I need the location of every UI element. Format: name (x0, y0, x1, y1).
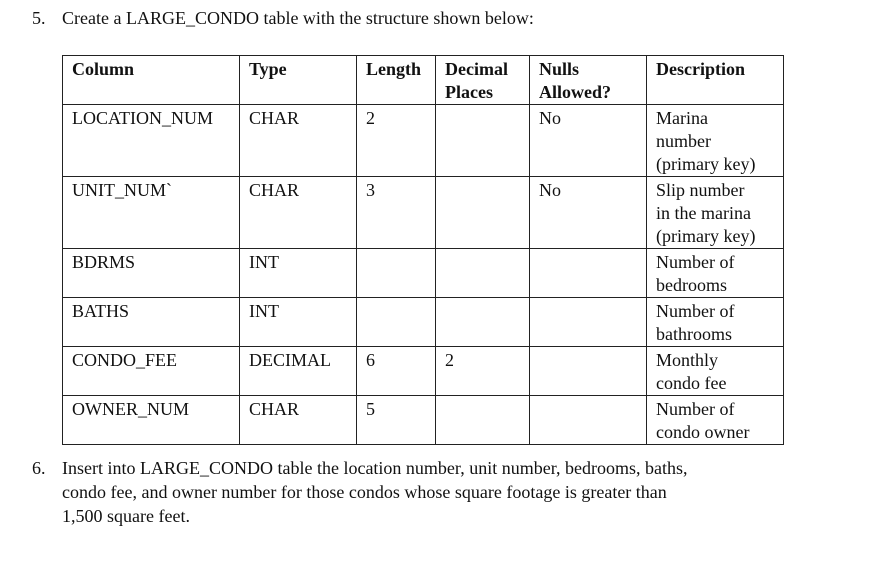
question-6-number: 6. (32, 458, 46, 478)
header-description: Description (647, 56, 784, 105)
header-column: Column (63, 56, 240, 105)
cell-description: Number of bedrooms (647, 249, 784, 298)
cell-column: UNIT_NUM` (63, 177, 240, 249)
cell-length (357, 298, 436, 347)
cell-description: Slip number in the marina (primary key) (647, 177, 784, 249)
table-row (63, 298, 784, 347)
cell-nulls: No (530, 177, 647, 249)
cell-decimal (436, 105, 530, 177)
cell-decimal (436, 298, 530, 347)
header-decimal-places: Decimal Places (436, 56, 530, 105)
table-row (63, 249, 784, 298)
header-nulls-allowed: Nulls Allowed? (530, 56, 647, 105)
question-5 (32, 6, 534, 30)
cell-length: 3 (357, 177, 436, 249)
cell-description: Number of condo owner (647, 396, 784, 445)
cell-type: CHAR (240, 105, 357, 177)
cell-decimal (436, 177, 530, 249)
cell-nulls (530, 298, 647, 347)
cell-column: BATHS (63, 298, 240, 347)
cell-type: CHAR (240, 396, 357, 445)
cell-type: CHAR (240, 177, 357, 249)
question-6-text: Insert into LARGE_CONDO table the location number, unit number, bedrooms, baths, condo fee, and owner number for those condos whose square footage is greater than 1,500 square feet. (62, 458, 688, 526)
cell-nulls (530, 249, 647, 298)
cell-column: LOCATION_NUM (63, 105, 240, 177)
cell-column: CONDO_FEE (63, 347, 240, 396)
cell-description: Marina number (primary key) (647, 105, 784, 177)
cell-length: 5 (357, 396, 436, 445)
cell-description: Number of bathrooms (647, 298, 784, 347)
header-length: Length (357, 56, 436, 105)
large-condo-structure-table (62, 55, 784, 445)
cell-nulls (530, 396, 647, 445)
cell-length: 6 (357, 347, 436, 396)
question-5-text: Create a LARGE_CONDO table with the structure shown below: (62, 8, 534, 28)
cell-description: Monthly condo fee (647, 347, 784, 396)
cell-type: INT (240, 249, 357, 298)
cell-type: INT (240, 298, 357, 347)
question-6 (32, 456, 792, 526)
table-row (63, 347, 784, 396)
cell-length (357, 249, 436, 298)
cell-decimal (436, 249, 530, 298)
cell-type: DECIMAL (240, 347, 357, 396)
question-5-number: 5. (32, 8, 46, 28)
cell-decimal (436, 396, 530, 445)
header-type: Type (240, 56, 357, 105)
cell-column: OWNER_NUM (63, 396, 240, 445)
table-row (63, 105, 784, 177)
table-row (63, 396, 784, 445)
cell-length: 2 (357, 105, 436, 177)
cell-nulls (530, 347, 647, 396)
cell-nulls: No (530, 105, 647, 177)
cell-column: BDRMS (63, 249, 240, 298)
table-row (63, 177, 784, 249)
cell-decimal: 2 (436, 347, 530, 396)
table-header-row (63, 56, 784, 105)
